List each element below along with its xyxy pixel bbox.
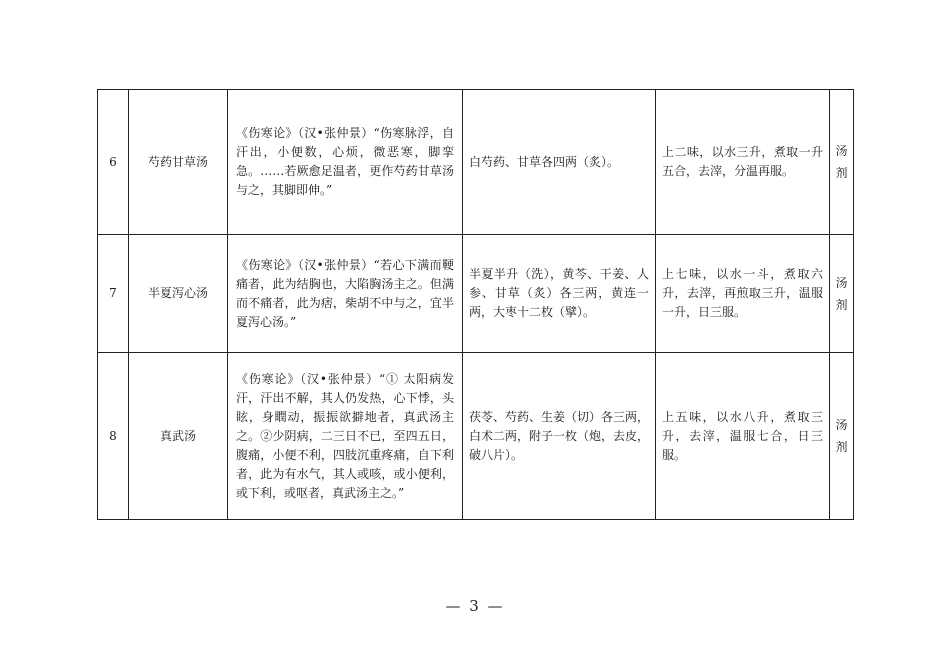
formula-source: 《伤寒论》（汉•张仲景）“① 太阳病发汗，汗出不解，其人仍发热，心下悸，头眩，身瞤动，振振欲擗地者，真武汤主之。②少阴病，二三日不已，至四五日，腹痛，小便不利，四肢沉重疼痛，自下利者，此为有水气，其人或咳，或小便利，或下利，或呕者，真武汤主之。” [228, 353, 463, 520]
formula-usage: 上七味，以水一斗，煮取六升，去滓，再煎取三升，温服一升，日三服。 [656, 235, 830, 353]
formula-source: 《伤寒论》（汉•张仲景）“若心下满而鞕痛者，此为结胸也，大陷胸汤主之。但满而不痛者，此为痞，柴胡不中与之，宜半夏泻心汤。” [228, 235, 463, 353]
page-number: — 3 — [445, 597, 505, 615]
table-row [98, 353, 854, 520]
row-number: 8 [98, 353, 129, 520]
row-number: 6 [98, 90, 129, 235]
formula-form-cell [830, 235, 854, 353]
formula-form: 汤剂 [835, 144, 848, 180]
formula-form-cell [830, 353, 854, 520]
formula-name: 芍药甘草汤 [129, 90, 228, 235]
formula-usage: 上二味，以水三升，煮取一升五合，去滓，分温再服。 [656, 90, 830, 235]
formula-composition: 白芍药、甘草各四两（炙）。 [463, 90, 656, 235]
formula-name: 半夏泻心汤 [129, 235, 228, 353]
formula-form: 汤剂 [835, 418, 848, 454]
formula-form: 汤剂 [835, 275, 848, 312]
formula-source: 《伤寒论》（汉•张仲景）“伤寒脉浮，自汗出，小便数，心烦，微恶寒，脚挛急。……若厥愈足温者，更作芍药甘草汤与之，其脚即伸。” [228, 90, 463, 235]
formula-table [97, 89, 854, 520]
formula-name: 真武汤 [129, 353, 228, 520]
table-row [98, 90, 854, 235]
formula-form-cell [830, 90, 854, 235]
formula-usage: 上五味，以水八升，煮取三升，去滓，温服七合，日三服。 [656, 353, 830, 520]
table-row [98, 235, 854, 353]
row-number: 7 [98, 235, 129, 353]
formula-composition: 半夏半升（洗），黄芩、干姜、人参、甘草（炙）各三两，黄连一两，大枣十二枚（擘）。 [463, 235, 656, 353]
formula-composition: 茯苓、芍药、生姜（切）各三两，白术二两，附子一枚（炮，去皮，破八片）。 [463, 353, 656, 520]
